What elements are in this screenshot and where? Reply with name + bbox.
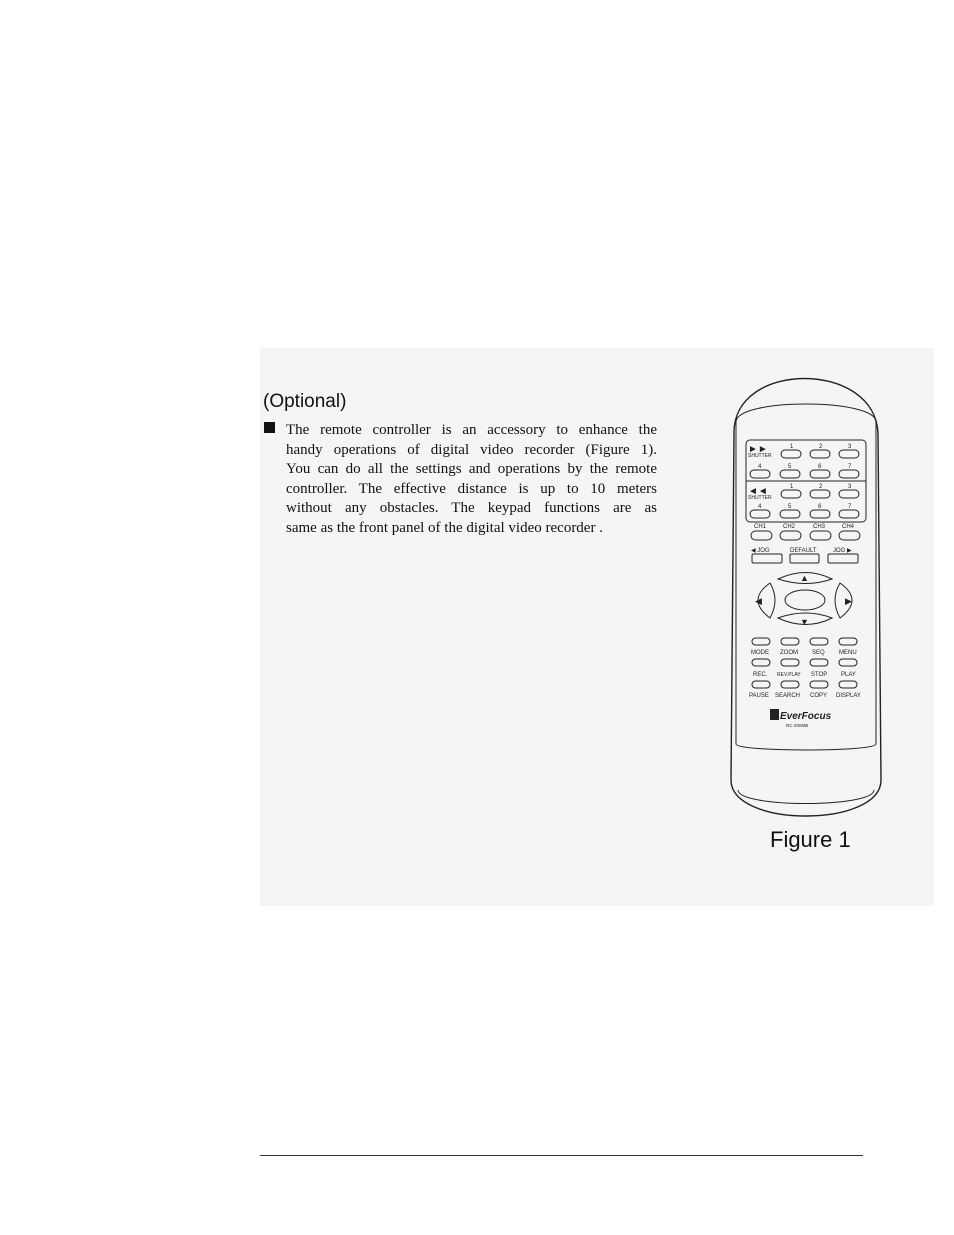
rev-button-1 (781, 490, 801, 498)
fwd-button-2 (810, 450, 830, 458)
brand-name: EverFocus (780, 711, 832, 722)
fwd-number-7: 7 (848, 464, 852, 470)
left-arrow-icon: ◀ (755, 596, 762, 606)
mode-label: MODE (751, 650, 769, 656)
default-label: DEFAULT (790, 548, 817, 554)
rev-number-4: 4 (758, 504, 762, 510)
jog-right-button (828, 554, 858, 563)
jog-right-label: JOG ▶ (833, 548, 852, 554)
rev-number-1: 1 (790, 484, 794, 490)
fwd-number-2: 2 (819, 444, 823, 450)
remote-inner-outline (738, 790, 874, 804)
display-label: DISPLAY (836, 693, 861, 699)
square-bullet-icon (264, 422, 275, 433)
fwd-button-3 (839, 450, 859, 458)
rev-number-5: 5 (788, 504, 792, 510)
rev-play-label: REV.PLAY (777, 672, 801, 678)
copy-button (810, 681, 828, 688)
play-button (839, 659, 857, 666)
center-select-button (785, 590, 825, 610)
description-paragraph (286, 421, 657, 538)
zoom-label: ZOOM (780, 650, 798, 656)
fwd-button-4 (750, 470, 770, 478)
rev-button-6 (810, 510, 830, 518)
paragraph-line: handy operations of digital video recorder (Figure 1). (286, 441, 657, 458)
paragraph-line: You can do all the settings and operations by the remote (286, 461, 657, 477)
rev-number-6: 6 (818, 504, 822, 510)
rev-number-3: 3 (848, 484, 852, 490)
play-label: PLAY (841, 672, 856, 678)
stop-button (810, 659, 828, 666)
pause-label: PAUSE (749, 693, 769, 699)
rev-number-7: 7 (848, 504, 852, 510)
paragraph-line: without any obstacles. The keypad functions are as (286, 500, 657, 516)
channel-label-2: CH2 (783, 524, 796, 530)
rev-button-5 (780, 510, 800, 518)
channel-label-1: CH1 (754, 524, 767, 530)
fwd-button-6 (810, 470, 830, 478)
seq-button (810, 638, 828, 645)
search-label: SEARCH (775, 693, 801, 699)
rev-button-4 (750, 510, 770, 518)
menu-button (839, 638, 857, 645)
rev-button-2 (810, 490, 830, 498)
rewind-icon: ◄◄ (748, 486, 768, 497)
fwd-number-4: 4 (758, 464, 762, 470)
shutter-label-reverse: SHUTTER (748, 495, 772, 501)
pause-button (752, 681, 770, 688)
display-button (839, 681, 857, 688)
footer-divider (260, 1155, 863, 1156)
rev-button-3 (839, 490, 859, 498)
channel-button-4 (839, 531, 860, 540)
right-arrow-icon: ▶ (845, 596, 852, 606)
fwd-button-7 (839, 470, 859, 478)
copy-label: COPY (810, 693, 828, 699)
jog-left-label: ◀ JOG (751, 548, 770, 554)
channel-button-1 (751, 531, 772, 540)
jog-left-button (752, 554, 782, 563)
down-arrow-icon: ▼ (800, 617, 809, 627)
mode-button (752, 638, 770, 645)
rev-button-7 (839, 510, 859, 518)
fast-forward-icon: ►► (748, 444, 768, 455)
shutter-label-forward: SHUTTER (748, 453, 772, 459)
up-arrow-icon: ▲ (800, 573, 809, 583)
menu-label: MENU (839, 650, 857, 656)
rev-number-2: 2 (819, 484, 823, 490)
fwd-number-6: 6 (818, 464, 822, 470)
paragraph-line: The remote controller is an accessory to enhance the (286, 422, 657, 438)
channel-button-2 (780, 531, 801, 540)
model-number: RC-200MB (786, 723, 809, 728)
paragraph-line: same as the front panel of the digital video recorder . (286, 519, 603, 536)
rec-label: REC. (753, 672, 768, 678)
brand-logo-icon (770, 709, 779, 720)
optional-heading: (Optional) (263, 391, 347, 412)
fwd-number-5: 5 (788, 464, 792, 470)
remote-controller-illustration (726, 360, 886, 826)
zoom-button (781, 638, 799, 645)
fwd-number-1: 1 (790, 444, 794, 450)
seq-label: SEQ (812, 650, 825, 656)
channel-button-3 (810, 531, 831, 540)
figure-caption: Figure 1 (770, 827, 851, 852)
stop-label: STOP (811, 672, 828, 678)
channel-label-4: CH4 (842, 524, 855, 530)
default-button (790, 554, 819, 563)
fwd-button-5 (780, 470, 800, 478)
fwd-number-3: 3 (848, 444, 852, 450)
search-button (781, 681, 799, 688)
channel-label-3: CH3 (813, 524, 826, 530)
rec-button (752, 659, 770, 666)
paragraph-line: controller. The effective distance is up to 10 meters (286, 480, 657, 497)
fwd-button-1 (781, 450, 801, 458)
rev-play-button (781, 659, 799, 666)
